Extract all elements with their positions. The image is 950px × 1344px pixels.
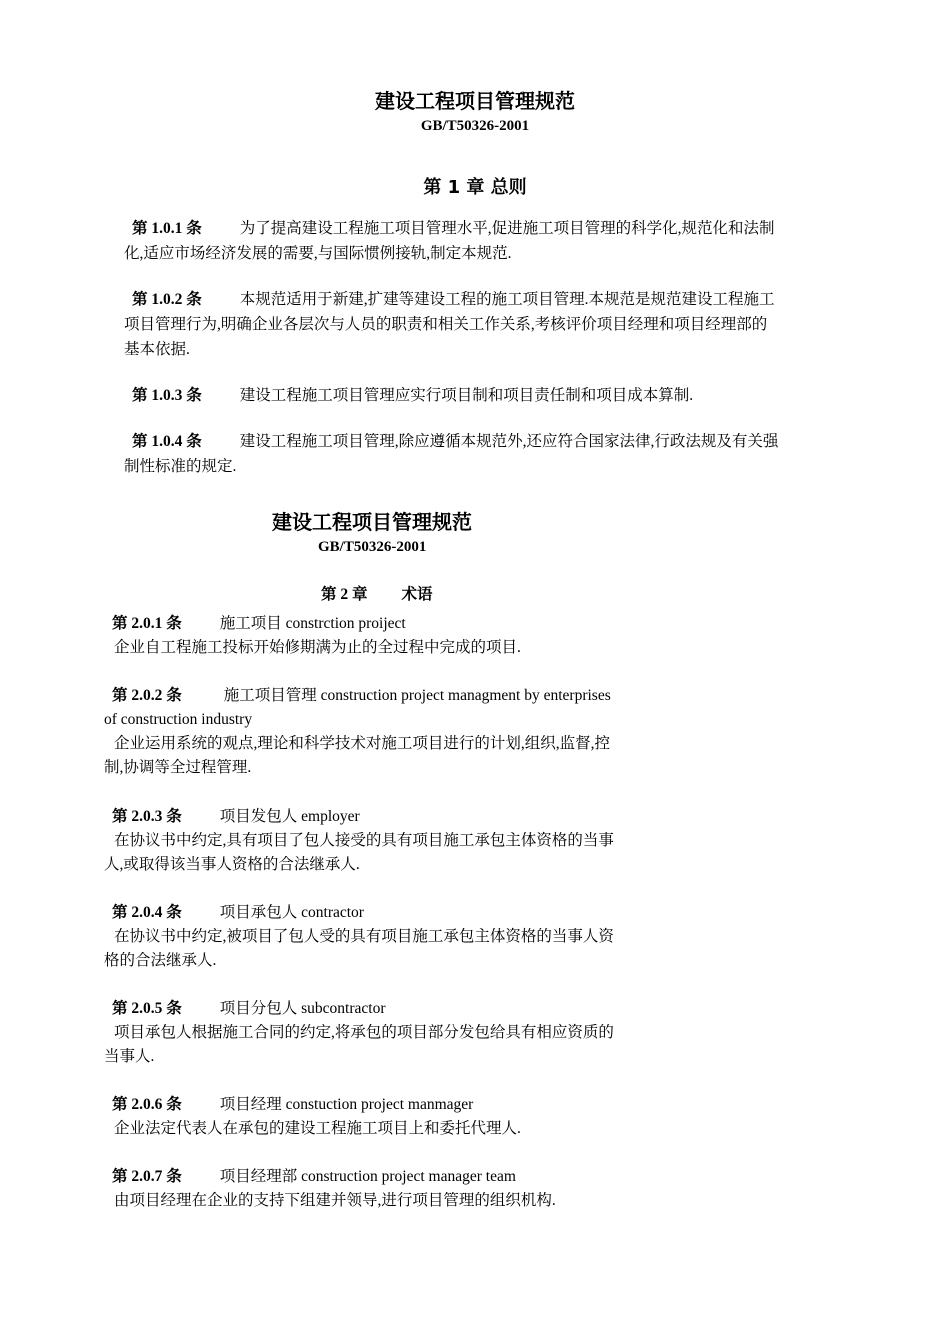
article-text: 项目管理行为,明确企业各层次与人员的职责和相关工作关系,考核评价项目经理和项目经理部的 [124, 316, 768, 333]
term-label: 第 2.0.5 条 [112, 1000, 182, 1017]
article-text: 基本依据. [124, 341, 190, 358]
term-label: 第 2.0.4 条 [112, 904, 182, 921]
term-2-0-1 [104, 612, 660, 660]
chapter-1-heading: 第 1 章 总则 [423, 177, 527, 198]
term-label: 第 2.0.6 条 [112, 1096, 182, 1113]
term-definition: 人,或取得该当事人资格的合法继承人. [104, 856, 360, 873]
article-label: 第 1.0.3 条 [132, 387, 202, 404]
standard-code: GB/T50326-2001 [420, 118, 530, 134]
document-title-repeat: 建设工程项目管理规范 [272, 510, 472, 534]
term-name: 项目经理 constuction project manmager [219, 1096, 474, 1113]
term-2-0-3 [104, 805, 660, 877]
term-name: 项目发包人 employer [219, 808, 360, 825]
article-1-0-3 [124, 383, 830, 408]
term-definition: 由项目经理在企业的支持下组建并领导,进行项目管理的组织机构. [114, 1192, 556, 1209]
article-text: 建设工程施工项目管理应实行项目制和项目责任制和项目成本算制. [239, 387, 694, 404]
article-text: 建设工程施工项目管理,除应遵循本规范外,还应符合国家法律,行政法规及有关强 [239, 433, 779, 450]
article-label: 第 1.0.1 条 [132, 220, 202, 237]
term-name: 项目经理部 construction project manager team [219, 1168, 516, 1185]
term-definition: 企业自工程施工投标开始修期满为止的全过程中完成的项目. [114, 639, 521, 656]
term-definition: 项目承包人根据施工合同的约定,将承包的项目部分发包给具有相应资质的 [114, 1024, 614, 1041]
term-name: 项目分包人 subcontractor [219, 1000, 386, 1017]
term-name: 施工项目管理 construction project managment by enterprises [223, 687, 611, 704]
term-definition: 当事人. [104, 1048, 155, 1065]
article-1-0-1 [124, 216, 830, 266]
chapter-name: 术语 [401, 586, 433, 603]
term-definition: 企业运用系统的观点,理论和科学技术对施工项目进行的计划,组织,监督,控 [114, 735, 611, 752]
term-definition: 格的合法继承人. [104, 952, 217, 969]
term-definition: 在协议书中约定,被项目了包人受的具有项目施工承包主体资格的当事人资 [114, 928, 614, 945]
standard-code-repeat: GB/T50326-2001 [318, 539, 427, 555]
article-text: 化,适应市场经济发展的需要,与国际惯例接轨,制定本规范. [124, 245, 512, 262]
term-label: 第 2.0.2 条 [112, 687, 182, 704]
term-2-0-2 [104, 684, 660, 780]
article-label: 第 1.0.2 条 [132, 291, 202, 308]
term-name-continued: of construction industry [104, 711, 253, 728]
term-definition: 制,协调等全过程管理. [104, 759, 252, 776]
term-name: 项目承包人 contractor [219, 904, 364, 921]
term-label: 第 2.0.1 条 [112, 615, 182, 632]
term-2-0-4 [104, 901, 660, 973]
term-2-0-5 [104, 997, 660, 1069]
term-name: 施工项目 constrction proiject [219, 615, 406, 632]
article-text: 制性标准的规定. [124, 458, 237, 475]
term-2-0-6 [104, 1093, 660, 1141]
chapter-number: 第 2 章 [321, 586, 368, 603]
term-label: 第 2.0.3 条 [112, 808, 182, 825]
term-definition: 在协议书中约定,具有项目了包人接受的具有项目施工承包主体资格的当事 [114, 832, 614, 849]
article-1-0-2 [124, 287, 830, 362]
article-text: 为了提高建设工程施工项目管理水平,促进施工项目管理的科学化,规范化和法制 [239, 220, 775, 237]
chapter-2-heading [321, 584, 433, 606]
term-definition: 企业法定代表人在承包的建设工程施工项目上和委托代理人. [114, 1120, 521, 1137]
article-text: 本规范适用于新建,扩建等建设工程的施工项目管理.本规范是规范建设工程施工 [239, 291, 775, 308]
document-title: 建设工程项目管理规范 [375, 89, 575, 113]
article-1-0-4 [124, 429, 830, 479]
article-label: 第 1.0.4 条 [132, 433, 202, 450]
term-2-0-7 [104, 1165, 660, 1213]
term-label: 第 2.0.7 条 [112, 1168, 182, 1185]
